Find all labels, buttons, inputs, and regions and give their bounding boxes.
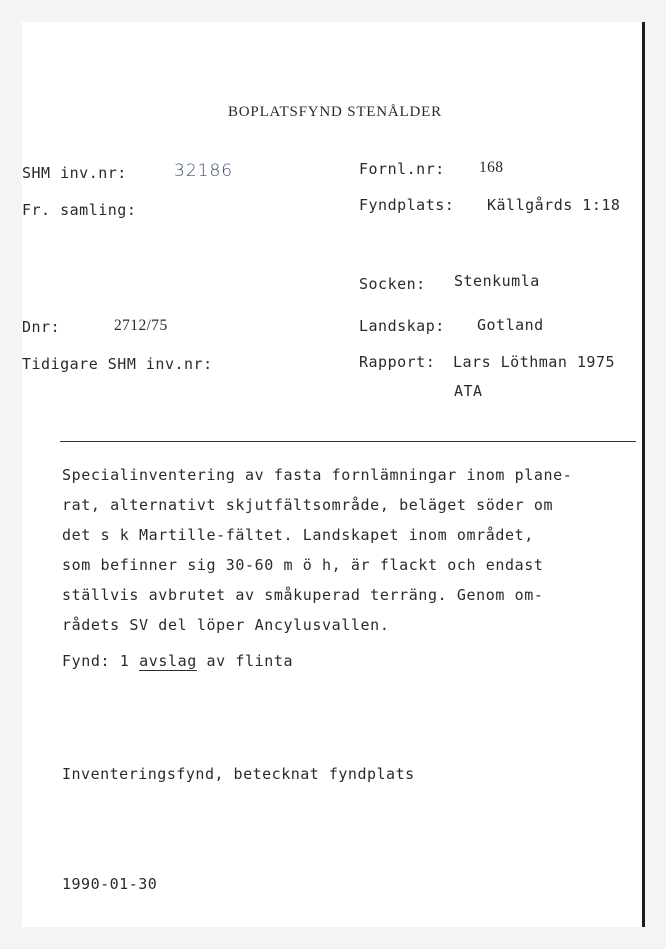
tidigare-label: Tidigare SHM inv.nr: [22,355,213,373]
dnr-value: 2712/75 [114,317,168,334]
shm-inv-value: 32186 [174,161,234,181]
fornl-label: Fornl.nr: [359,160,445,178]
catalog-card [22,22,645,927]
rapport-value: Lars Löthman 1975 [453,353,616,371]
fynd-line [62,646,642,676]
shm-inv-label: SHM inv.nr: [22,164,127,182]
fornl-value: 168 [479,159,504,176]
dnr-label: Dnr: [22,318,61,336]
rapport-label: Rapport: [359,353,436,371]
card-date: 1990-01-30 [62,875,158,893]
fynd-label: Fynd: 1 [62,652,130,670]
fynd-item: avslag [139,652,197,670]
samling-label: Fr. samling: [22,201,137,219]
landskap-value: Gotland [477,316,544,334]
description-line: Specialinventering av fasta fornlämningar inom plane- [62,466,573,484]
divider [60,441,636,442]
fyndplats-label: Fyndplats: [359,196,455,214]
description-line: som befinner sig 30-60 m ö h, är flackt och endast [62,556,544,574]
description-line: rådets SV del löper Ancylusvallen. [62,616,390,634]
description-block [62,460,642,676]
fynd-rest: av flinta [206,652,294,670]
socken-label: Socken: [359,275,426,293]
inventering-note: Inventeringsfynd, betecknat fyndplats [62,765,415,783]
description-line: ställvis avbrutet av småkuperad terräng. Genom om- [62,586,544,604]
fyndplats-value: Källgårds 1:18 [487,196,621,214]
socken-value: Stenkumla [454,272,540,290]
landskap-label: Landskap: [359,317,445,335]
description-line: rat, alternativt skjutfältsområde, beläget söder om [62,496,554,514]
card-title: BOPLATSFYND STENÅLDER [228,104,442,120]
rapport-value-2: ATA [454,382,483,400]
description-line: det s k Martille-fältet. Landskapet inom området, [62,526,534,544]
